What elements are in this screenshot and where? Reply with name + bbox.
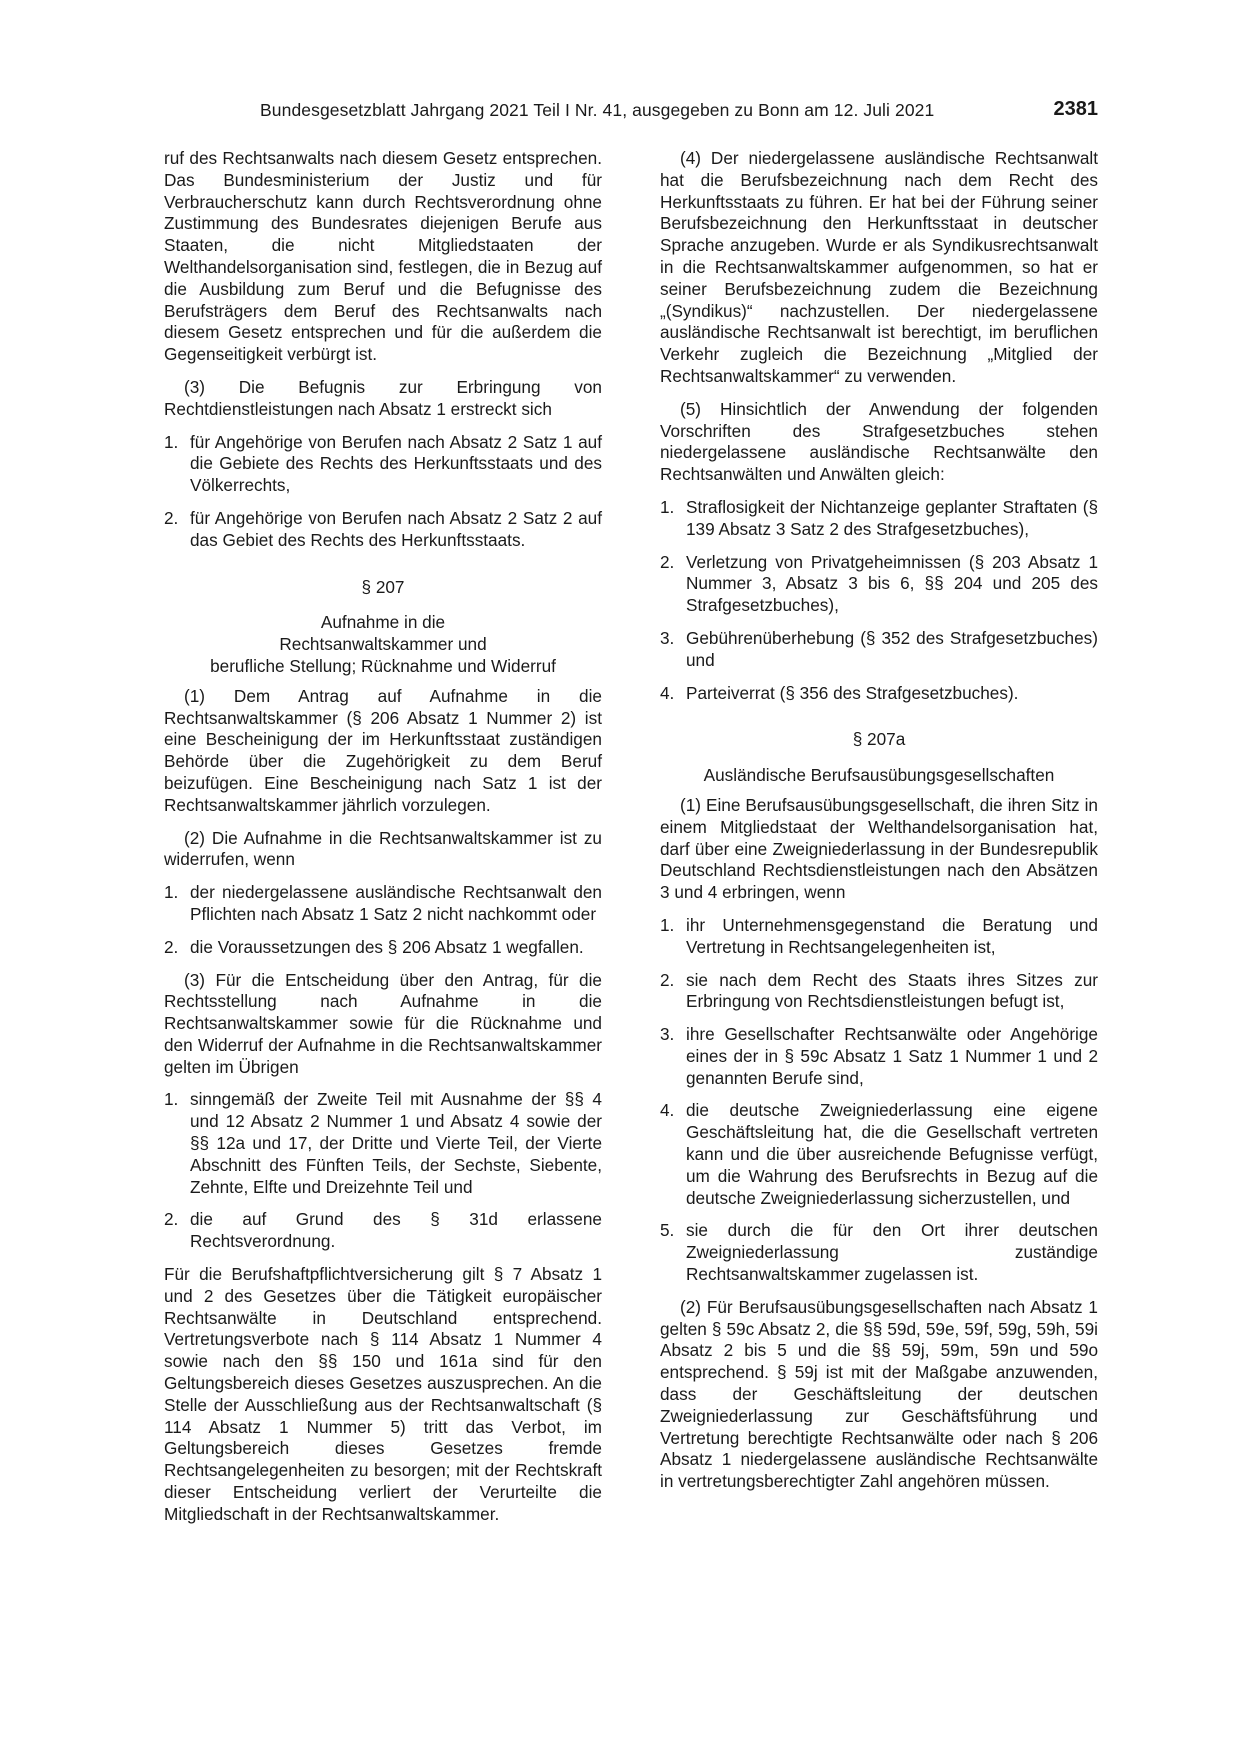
paragraph-absatz-2: (2) Die Aufnahme in die Rechtsanwaltskammer ist zu widerrufen, wenn [164,827,602,870]
list-item [660,970,1098,1014]
numbered-list [660,915,1098,1286]
paragraph-absatz-2: (2) Für Berufsausübungsgesellschaften nach Absatz 1 gelten § 59c Absatz 2, die §§ 59d, 59e, 59f, 59g, 59h, 59i Absatz 2 bis 5 und die §§ 59j, 59m, 59n und 59o entsprechend. § 59j ist mit der Maßgabe anzuwenden, dass der Geschäftsleitung der deutschen Zweigniederlassung zur Geschäftsführung und Vertretung berechtigte Rechtsanwälte oder nach § 206 Absatz 1 niedergelassene ausländische Rechtsanwälte in vertretungsberechtigter Zahl angehören müssen. [660,1296,1098,1492]
list-item [660,552,1098,617]
section-title-line: Rechtsanwaltskammer und [279,634,487,655]
list-item-text: ihre Gesellschafter Rechtsanwälte oder Angehörige eines der in § 59c Absatz 1 Satz 1 Nummer 1 und 2 genannten Berufe sind, [686,1024,1098,1088]
list-item [660,628,1098,672]
section-title: Ausländische Berufsausübungsgesellschaften [703,765,1055,786]
list-item [660,1220,1098,1285]
list-item-text: der niedergelassene ausländische Rechtsanwalt den Pflichten nach Absatz 1 Satz 2 nicht nachkommt oder [190,882,602,924]
paragraph-absatz-3: (3) Für die Entscheidung über den Antrag, für die Rechtsstellung nach Aufnahme in die Rechtsanwaltskammer sowie für die Rücknahme und den Widerruf der Aufnahme in die Rechtsanwaltskammer gelten im Übrigen [164,969,602,1077]
list-number: 4. [660,1100,675,1121]
paragraph: Für die Berufshaftpflichtversicherung gilt § 7 Absatz 1 und 2 des Gesetzes über die Tätigkeit europäischer Rechtsanwälte in Deutschland entsprechend. Vertretungsverbote nach § 114 Absatz 1 Nummer 4 sowie nach den §§ 150 und 161a sind für den Geltungsbereich dieses Gesetzes auszusprechen. An die Stelle der Ausschließung aus der Rechtsanwaltschaft (§ 114 Absatz 1 Nummer 5) tritt das Verbot, im Geltungsbereich dieses Gesetzes fremde Rechtsangelegenheiten zu besorgen; mit der Rechtskraft dieser Entscheidung verliert der Verurteilte die Mitgliedschaft in der Rechtsanwaltskammer. [164,1264,602,1524]
paragraph-absatz-1: (1) Dem Antrag auf Aufnahme in die Rechtsanwaltskammer (§ 206 Absatz 1 Nummer 2) ist eine Bescheinigung der im Herkunftsstaat zuständigen Behörde über die Zugehörigkeit zu dem Beruf beizufügen. Eine Bescheinigung nach Satz 1 ist der Rechtsanwaltskammer jährlich vorzulegen. [164,685,602,815]
list-number: 2. [164,936,179,957]
paragraph-absatz-3: (3) Die Befugnis zur Erbringung von Rechtdienstleistungen nach Absatz 1 erstreckt sich [164,376,602,419]
list-item-text: sie nach dem Recht des Staats ihres Sitzes zur Erbringung von Rechtsdienstleistungen befugt ist, [686,969,1098,1012]
list-item [164,508,602,552]
paragraph: ruf des Rechtsanwalts nach diesem Gesetz entsprechen. Das Bundesministerium der Justiz und für Verbraucherschutz kann durch Rechtsverordnung ohne Zustimmung des Bundesrates diejenigen Berufe aus Staaten, die nicht Mitgliedstaaten der Welthandelsorganisation sind, festlegen, die in Bezug auf die Ausbildung zum Beruf und die Befugnisse des Berufsträgers dem Beruf des Rechtsanwalts nach diesem Gesetz entsprechen und für die außerdem die Gegenseitigkeit verbürgt ist. [164,148,602,365]
right-column [660,148,1098,1504]
numbered-list [164,432,602,552]
list-number: 3. [660,627,675,648]
list-item [660,1100,1098,1209]
list-item-text: Parteiverrat (§ 356 des Strafgesetzbuches). [686,682,1019,703]
numbered-list [164,1089,602,1253]
list-item [164,937,602,959]
list-item [660,1024,1098,1089]
list-number: 1. [164,1089,179,1110]
list-number: 5. [660,1220,675,1241]
section-number: § 207a [852,729,906,750]
list-item [660,683,1098,705]
paragraph-absatz-1: (1) Eine Berufsausübungsgesellschaft, die ihren Sitz in einem Mitgliedstaat der Welthandelsorganisation hat, darf über eine Zweigniederlassung in der Bundesrepublik Deutschland Rechtsdienstleistungen nach den Absätzen 3 und 4 erbringen, wenn [660,794,1098,903]
list-item-text: die auf Grund des § 31d erlassene Rechtsverordnung. [190,1209,602,1252]
list-number: 2. [164,1209,179,1230]
list-item-text: Straflosigkeit der Nichtanzeige geplanter Straftaten (§ 139 Absatz 3 Satz 2 des Strafgesetzbuches), [686,496,1098,539]
list-number: 2. [660,551,675,572]
list-number: 2. [660,969,675,990]
section-title-line: berufliche Stellung; Rücknahme und Widerruf [210,655,556,676]
list-item-text: sie durch die für den Ort ihrer deutschen Zweigniederlassung zuständige Rechtsanwaltskammer zugelassen ist. [686,1220,1098,1285]
list-item-text: für Angehörige von Berufen nach Absatz 2 Satz 2 auf das Gebiet des Rechts des Herkunftsstaats. [190,507,602,550]
numbered-list [164,882,602,958]
list-item [660,915,1098,959]
numbered-list [660,497,1098,704]
page-number: 2381 [1053,98,1098,120]
list-item-text: ihr Unternehmensgegenstand die Beratung und Vertretung in Rechtsangelegenheiten ist, [686,914,1098,957]
paragraph-absatz-4: (4) Der niedergelassene ausländische Rechtsanwalt hat die Berufsbezeichnung nach dem Recht des Herkunftsstaats zu führen. Er hat bei der Führung seiner Berufsbezeichnung den Herkunftsstaat in deutscher Sprache anzugeben. Wurde er als Syndikusrechtsanwalt in die Rechtsanwaltskammer aufgenommen, so hat er seiner Berufsbezeichnung zudem die Bezeichnung „(Syndikus)“ nachzustellen. Der niedergelassene ausländische Rechtsanwalt ist berechtigt, im beruflichen Verkehr zugleich die Bezeichnung „Mitglied der Rechtsanwaltskammer“ zu verwenden. [660,148,1098,386]
list-item [164,1089,602,1198]
list-item [164,1209,602,1253]
section-number: § 207 [361,576,405,597]
list-number: 1. [660,496,675,517]
list-number: 2. [164,507,179,528]
list-item-text: sinngemäß der Zweite Teil mit Ausnahme der §§ 4 und 12 Absatz 2 Nummer 1 und Absatz 4 sowie der §§ 12a und 17, der Dritte und Vierte Teil, der Vierte Abschnitt des Fünften Teils, der Sechste, Siebente, Zehnte, Elfte und Dreizehnte Teil und [190,1089,602,1197]
list-item [164,432,602,497]
list-item-text: Verletzung von Privatgeheimnissen (§ 203 Absatz 1 Nummer 3, Absatz 3 bis 6, §§ 204 und 205 des Strafgesetzbuches), [686,551,1098,616]
list-number: 4. [660,682,675,703]
section-title-line: Aufnahme in die [320,612,446,633]
gazette-header-title: Bundesgesetzblatt Jahrgang 2021 Teil I Nr. 41, ausgegeben zu Bonn am 12. Juli 2021 [260,100,935,120]
list-number: 3. [660,1024,675,1045]
list-number: 1. [660,914,675,935]
left-column [164,148,602,1537]
list-item-text: Gebührenüberhebung (§ 352 des Strafgesetzbuches) und [686,627,1098,670]
list-item-text: die deutsche Zweigniederlassung eine eigene Geschäftsleitung hat, die die Gesellschaft vertreten kann und die über ausreichende Befugnisse verfügt, um die Wahrung des Berufsrechts in Bezug auf die deutsche Zweigniederlassung sicherzustellen, und [686,1100,1098,1208]
list-item-text: für Angehörige von Berufen nach Absatz 2 Satz 1 auf die Gebiete des Rechts des Herkunftsstaats und des Völkerrechts, [190,431,602,496]
page-header [164,98,1098,124]
list-number: 1. [164,882,179,903]
paragraph-absatz-5: (5) Hinsichtlich der Anwendung der folgenden Vorschriften des Strafgesetzbuches stehen niedergelassene ausländische Rechtsanwälte den Rechtsanwälten und Anwälten gleich: [660,398,1098,485]
list-number: 1. [164,431,179,452]
section-title [164,612,602,677]
list-item [660,497,1098,541]
list-item-text: die Voraussetzungen des § 206 Absatz 1 wegfallen. [190,936,584,957]
list-item [164,882,602,926]
